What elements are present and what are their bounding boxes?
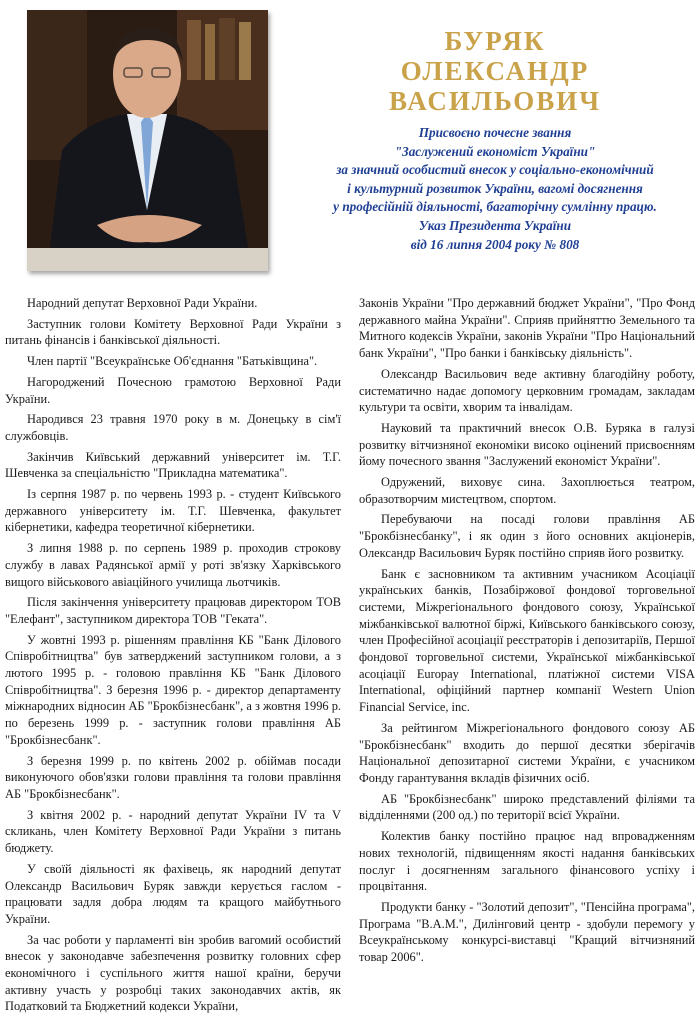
paragraph: АБ "Брокбізнесбанк" широко представлений філіями та відділеннями (200 од.) по території всієї України. xyxy=(359,791,695,823)
award-block xyxy=(290,124,700,254)
surname: БУРЯК xyxy=(444,26,546,56)
award-line: Присвоєно почесне звання xyxy=(418,125,572,140)
paragraph: Закінчив Київський державний університет ім. Т.Г. Шевченка за спеціальністю "Прикладна математика". xyxy=(5,449,341,481)
given-names: ОЛЕКСАНДР ВАСИЛЬОВИЧ xyxy=(388,56,602,116)
award-line: у професійній діяльності, багаторічну сумлінну працю. xyxy=(333,199,657,215)
paragraph: З липня 1988 р. по серпень 1989 р. проходив строкову службу в лавах Радянської армії у роті зв'язку Харківського вищого військового авіаційного училища льотчиків. xyxy=(5,541,341,589)
paragraph: Заступник голови Комітету Верховної Ради України з питань фінансів і банківської діяльності. xyxy=(5,316,341,348)
paragraph: Народний депутат Верховної Ради України. xyxy=(27,296,258,310)
paragraph: Перебуваючи на посаді голови правління АБ "Брокбізнесбанку", і як один з його основних акціонерів, Олександр Васильович Буряк постійно сприяв його розвитку. xyxy=(359,512,695,560)
paragraph: Нагороджений Почесною грамотою Верховної Ради України. xyxy=(5,374,341,406)
paragraph-continued: Законів України "Про державний бюджет України", "Про Фонд державного майна України". Сприяв прийняттю Земельного та Митного кодексів України, законів України "Про Національний банк України", "Про банки і банківську діяльність". xyxy=(359,296,695,361)
award-line: і культурний розвиток України, вагомі досягнення xyxy=(347,180,643,196)
paragraph: Колектив банку постійно працює над впровадженням нових технологій, підвищенням якості надання банківських послуг і досягненням загального фінансового успіху і процвітання. xyxy=(359,829,695,894)
paragraph: Після закінчення університету працював директором ТОВ "Елефант", заступником директора ТОВ "Геката". xyxy=(5,595,341,626)
paragraph: Із серпня 1987 р. по червень 1993 р. - студент Київського державного університету ім. Т.Г. Шевченка, факультет кібернетики, кафедра теоретичної кібернетики. xyxy=(5,487,341,535)
paragraph: Науковий та практичний внесок О.В. Буряка в галузі розвитку вітчизняної економіки високо оцінений присвоєнням йому почесного звання "Заслужений економіст України". xyxy=(359,420,695,469)
paragraph: Продукти банку - "Золотий депозит", "Пенсійна програма", Програма "В.А.М.", Дилінговий центр - здобули перемогу у Всеукраїнському конкурсі-виставці "Кращий вітчизняний товар 2006". xyxy=(359,899,695,965)
award-line: "Заслужений економіст України" xyxy=(394,143,596,159)
paragraph: Член партії "Всеукраїнське Об'єднання "Батьківщина". xyxy=(27,354,318,369)
paragraph: За рейтингом Міжрегіонального фондового союзу АБ "Брокбізнесбанк" входить до першої десятки зберігачів Національної депозитарної системи України, є учасником Фонду гарантування вкладів фізичних осіб. xyxy=(359,720,695,785)
paragraph: Народився 23 травня 1970 року в м. Донецьку в сім'ї службовців. xyxy=(5,412,341,443)
person-name xyxy=(300,26,690,116)
paragraph: Одружений, виховує сина. Захоплюється театром, образотворчим мистецтвом, спортом. xyxy=(359,475,695,506)
portrait-photo xyxy=(27,10,268,271)
paragraph: Олександр Васильович веде активну благодійну роботу, систематично надає допомогу церковним громадам, закладам культури та освіти, хворим та інвалідам. xyxy=(359,366,695,415)
award-line: від 16 липня 2004 року № 808 xyxy=(410,236,580,252)
right-column xyxy=(359,295,695,970)
portrait-illustration xyxy=(27,10,268,271)
paragraph: У своїй діяльності як фахівець, як народний депутат Олександр Васильович Буряк завжди керується гаслом - працювати задля добра людям та кращого майбутнього України. xyxy=(5,861,341,926)
award-line: Указ Президента України xyxy=(418,217,572,233)
biography-text xyxy=(5,295,695,1014)
paragraph: Банк є засновником та активним учасником Асоціації українських банків, Позабіржової фондової торговельної системи, Міжрегіонального фондового союзу, Української міжбанківської валютної біржі, Київського банківського союзу, член Професійної асоціації реєстраторів і депозитаріїв, Першої фондової торговельної системи, Української міжбанківської асоціації Europay International, платіжної системи VISA International, офіційний партнер компанії Western Union Financial Service, inc. xyxy=(359,566,695,715)
paragraph: З квітня 2002 р. - народний депутат України IV та V скликань, член Комітету Верховної Ради України з питань бюджету. xyxy=(5,807,341,856)
paragraph: За час роботи у парламенті він зробив вагомий особистий внесок у законодавче забезпечення розвитку головних сфер економічного і суспільного життя нашої країни, беручи активну участь у розробці таких законодавчих актів, як Податковий та Бюджетний кодекси України, xyxy=(5,932,341,1014)
award-line: за значний особистий внесок у соціально-економічний xyxy=(336,162,654,178)
paragraph: У жовтні 1993 р. рішенням правління КБ "Банк Ділового Співробітництва" був затверджений заступником голови, а з лютого 1995 р. - головою правління КБ "Банк Ділового Співробітництва". З березня 1996 р. - директор департаменту міжнародних відносин АБ "Брокбізнесбанк", а з жовтня 1996 р. по березень 1999 р. - заступник голови правління АБ "Брокбізнесбанк". xyxy=(5,632,341,747)
paragraph: З березня 1999 р. по квітень 2002 р. обіймав посади виконуючого обов'язки голови правління та голови правління АБ "Брокбізнесбанк". xyxy=(5,753,341,801)
left-column xyxy=(5,295,341,1019)
